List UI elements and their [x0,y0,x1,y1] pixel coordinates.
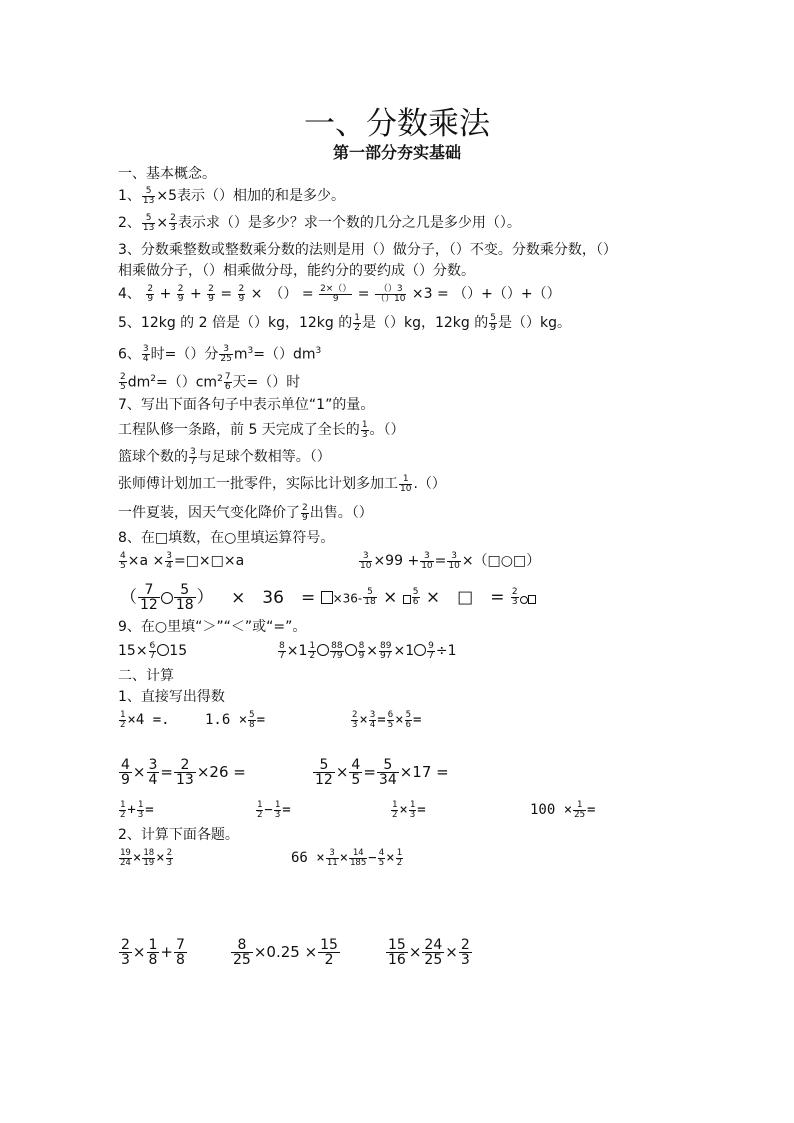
question-7-heading: 7、写出下面各句子中表示单位“1”的量。 [118,397,375,413]
question-9-item-2: $\frac{8}{7}$ ×1 $\frac{1}{2}$ $\frac{88}{79}$ $\frac{8}{9}$ × $\frac{89}{97}$ ×1 $\frac{9}{7}$ ÷1 [279,640,457,661]
operator-circle [161,592,173,604]
question-6: 6、 $\frac{3}{4}$ 时=（）分 $\frac{3}{25}$ $m^3=()dm^3$ [118,344,322,365]
section-heading-calculation: 二、计算 [118,668,174,684]
question-4: 4、 $\frac{2}{9}$ + $\frac{2}{9}$ + $\frac{2}{9}$ = $\frac{2}{9}$ × （） = $\frac{2\times()}{9}$ = $\frac{()3}{()10}$ ×3 = （）+（）+（） [118,283,561,304]
calc-2-1: $\frac{4}{9}$ × $\frac{3}{4}$ = $\frac{2}{13}$ ×26 = [121,757,246,788]
operator-circle [520,596,528,604]
question-8-item-3: （ $\frac{7}{12}$ $\frac{5}{18}$ ） × 36 = ×36- $\frac{5}{18}$ × $\frac{5}{6}$ × □ = $\frac{2}{3}$ [120,583,536,612]
calc-1-1: $\frac{1}{2}$ ×4 =. [120,709,170,730]
question-7-sentence-3: 张师傅计划加工一批零件，实际比计划多加工 $\frac{1}{10}$ .（） [118,473,446,494]
question-6-continued: $\frac{2}{5}$ $dm^2=()cm^2$ $\frac{7}{6}$ 天=（）时 [120,372,301,393]
page-title: 一、分数乘法 [304,106,490,142]
section-heading-concepts: 一、基本概念。 [118,166,216,182]
calc-1-3: $\frac{2}{3}$ × $\frac{3}{4}$ = $\frac{6}{5}$ × $\frac{5}{6}$ = [352,709,422,730]
question-9-item-1: 15× $\frac{6}{7}$ 15 [118,640,188,661]
question-5: 5、12kg 的 2 倍是（）kg，12kg 的 $\frac{1}{2}$ 是（）kg，12kg 的 $\frac{5}{9}$ 是（）kg。 [118,312,571,333]
question-9-heading: 9、在○里填“＞”“＜”或“=”。 [118,619,307,635]
calc-3-1: $\frac{1}{2}$ + $\frac{1}{3}$ = [120,799,154,820]
compare-circle [157,644,169,656]
question-8-heading: 8、在□填数，在○里填运算符号。 [118,530,335,546]
calc-3-4: 100 × $\frac{1}{25}$ = [530,799,596,820]
calc-3-2: $\frac{1}{2}$ − $\frac{1}{3}$ = [257,799,291,820]
calc-2-2: $\frac{5}{12}$ × $\frac{4}{5}$ = $\frac{5}{34}$ ×17 = [315,757,449,788]
question-2: 2、 $\frac{5}{13}$ × $\frac{2}{3}$ 表示求（）是多少？求一个数的几分之几是多少用（）。 [118,212,521,233]
question-8-item-1: $\frac{4}{5}$ ×a × $\frac{3}{4}$ =□×□×a [120,550,245,571]
subsection-direct-answers: 1、直接写出得数 [118,689,225,705]
calc-4-2: 66 × $\frac{3}{11}$ × $\frac{14}{185}$ − $\frac{4}{5}$ × $\frac{1}{2}$ [291,847,402,868]
calc-5-2: $\frac{8}{25}$ ×0.25 × $\frac{15}{2}$ [233,937,338,968]
question-8-item-2: $\frac{3}{10}$ ×99 + $\frac{3}{10}$ = $\frac{3}{10}$ ×（□○□） [360,550,541,571]
question-7-sentence-1: 工程队修一条路，前 5 天完成了全长的 $\frac{1}{3}$ 。（） [118,419,405,440]
compare-circle [414,644,426,656]
question-3-line-1: 3、分数乘整数或整数乘分数的法则是用（）做分子，（）不变。分数乘分数，（） [118,242,617,258]
calc-5-3: $\frac{15}{16}$ × $\frac{24}{25}$ × $\frac{2}{3}$ [388,937,470,968]
question-1: 1、 $\frac{5}{13}$ ×5表示（）相加的和是多少。 [118,185,346,206]
calc-4-1: $\frac{19}{24}$ × $\frac{18}{19}$ × $\frac{2}{3}$ [120,847,172,868]
blank-box [528,595,536,604]
blank-box [321,591,333,604]
question-3-line-2: 相乘做分子，（）相乘做分母，能约分的要约成（）分数。 [118,263,475,279]
question-7-sentence-4: 一件夏装，因天气变化降价了 $\frac{2}{9}$ 出售。（） [118,502,373,523]
question-7-sentence-2: 篮球个数的 $\frac{3}{7}$ 与足球个数相等。（） [118,446,331,467]
page-subtitle: 第一部分夯实基础 [332,143,461,162]
compare-circle [345,644,357,656]
calc-1-2: 1.6 × $\frac{5}{8}$ = [205,709,266,730]
blank-box [403,595,411,604]
compare-circle [317,644,329,656]
calc-5-1: $\frac{2}{3}$ × $\frac{1}{8}$ + $\frac{7}{8}$ [121,937,185,968]
subsection-compute: 2、计算下面各题。 [118,827,239,843]
calc-3-3: $\frac{1}{2}$ × $\frac{1}{3}$ = [392,799,426,820]
